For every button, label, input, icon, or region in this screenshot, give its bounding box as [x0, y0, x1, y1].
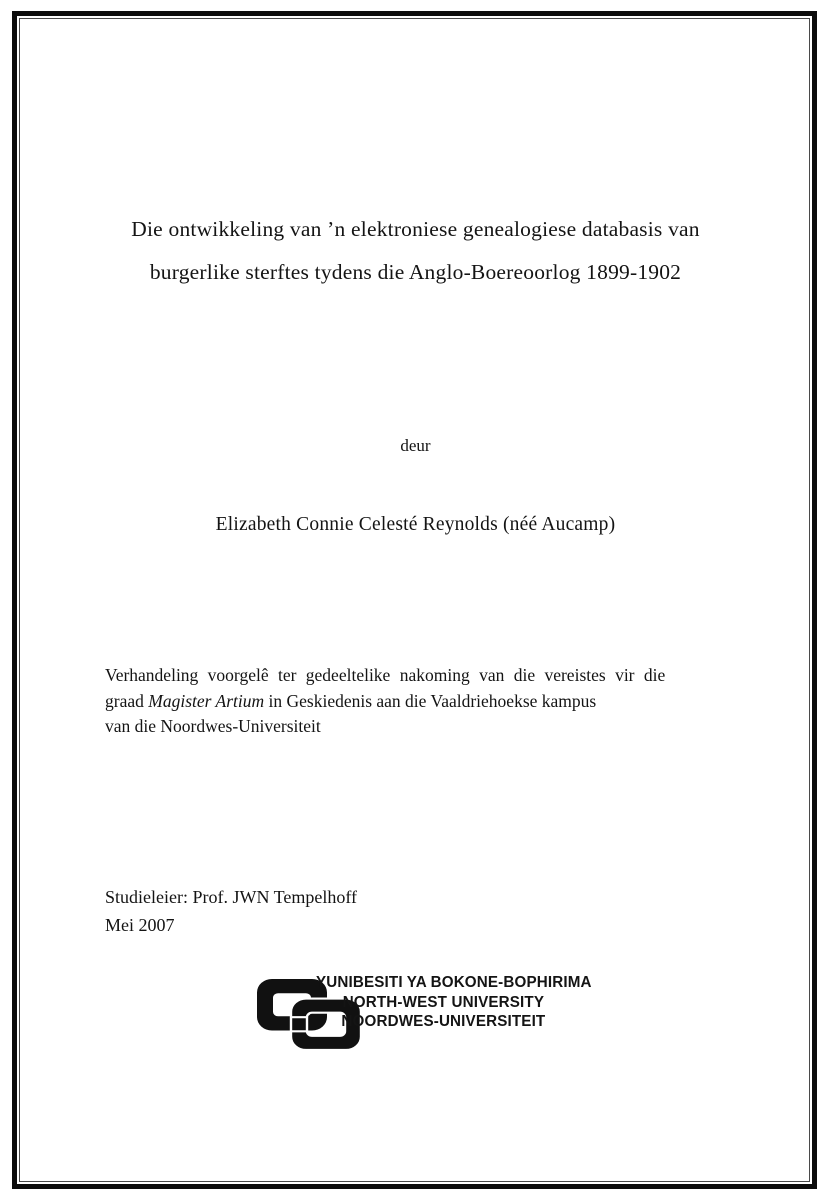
thesis-title — [0, 208, 831, 294]
logo-text-line-setswana: YUNIBESITI YA BOKONE-BOPHIRIMA — [316, 974, 592, 991]
supervisor-line: Studieleier: Prof. JWN Tempelhoff — [105, 887, 358, 907]
submission-line-3: van die Noordwes-Universiteit — [105, 716, 321, 736]
submission-line-2-prefix: graad — [105, 690, 149, 711]
logo-text-line-english: NORTH-WEST UNIVERSITY — [342, 993, 545, 1011]
supervisor-block — [105, 884, 357, 939]
submission-line-1: Verhandeling voorgelê ter gedeeltelike nakoming van die vereistes vir die — [105, 665, 666, 685]
date-line: Mei 2007 — [105, 914, 175, 935]
title-line-1: Die ontwikkeling van ’n elektroniese genealogiese databasis van — [131, 217, 700, 241]
submission-line-2-suffix: in Geskiedenis aan die Vaaldriehoekse kampus — [264, 690, 597, 711]
title-line-2: burgerlike sterftes tydens die Anglo-Boereoorlog 1899-1902 — [149, 260, 682, 284]
submission-line-2 — [105, 689, 733, 715]
byline-deur: deur — [400, 436, 431, 455]
submission-statement — [105, 663, 733, 740]
logo-text-line-afrikaans: NOORDWES-UNIVERSITEIT — [341, 1013, 546, 1030]
degree-name: Magister Artium — [148, 690, 265, 711]
author-name: Elizabeth Connie Celesté Reynolds (néé Aucamp) — [215, 514, 616, 535]
university-logo-text — [316, 973, 592, 1032]
